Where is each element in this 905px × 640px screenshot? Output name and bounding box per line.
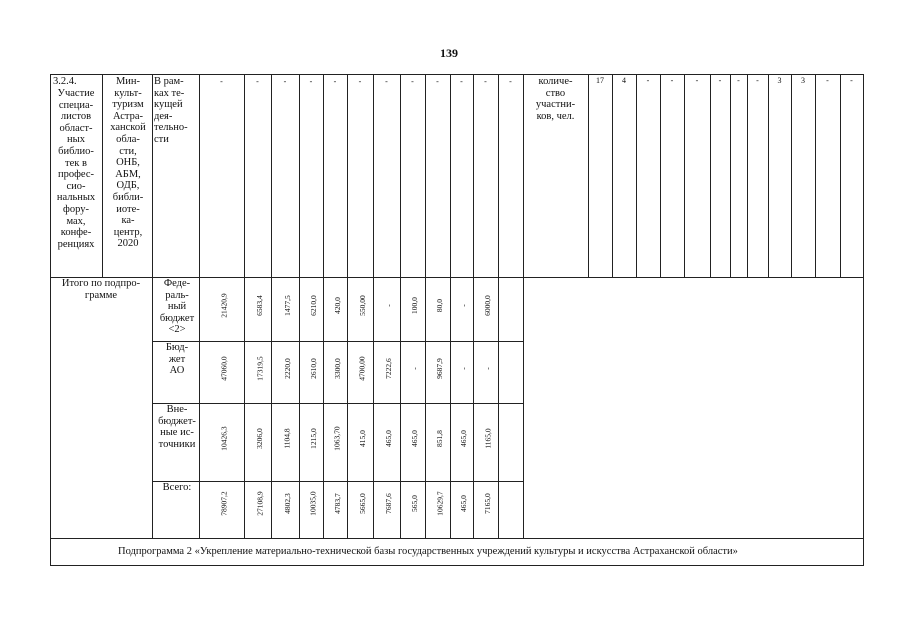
total-value-cell: 100,0 (409, 296, 419, 314)
activity-source-line: тельно- (154, 122, 188, 134)
col-rule (450, 74, 451, 277)
activity-source-line: В рам- (154, 76, 184, 87)
page-number: 139 (440, 46, 458, 60)
total-value-cell: 851,8 (434, 429, 444, 447)
row-rule-bottom (50, 565, 864, 566)
indicator-label-line: ство (545, 87, 566, 99)
total-value-cell: 5665,0 (357, 492, 367, 514)
total-value-cell: 465,0 (383, 429, 393, 447)
activity-executor-line: центр, (113, 226, 143, 238)
activity-executor-line: библи- (112, 191, 144, 203)
row-rule (152, 481, 524, 482)
indicator-cell: 3 (801, 76, 805, 85)
total-row-label-line: Всего: (162, 482, 192, 493)
total-value-cell: - (458, 366, 468, 370)
activity-name-line: фору- (63, 203, 89, 215)
total-value-cell: 1477,5 (282, 294, 292, 316)
col-rule (323, 74, 324, 277)
total-value-cell: 27108,9 (255, 490, 265, 516)
total-value-cell: 465,0 (458, 494, 468, 512)
finance-cell: - (385, 77, 388, 86)
total-value-cell: 1165,0 (483, 427, 493, 449)
finance-cell: - (436, 77, 439, 86)
row-rule (152, 341, 524, 342)
total-row-label-line: АО (169, 365, 185, 377)
indicator-label-line: количе- (538, 76, 573, 87)
indicator-label (523, 76, 588, 122)
total-value-cell: 21420,9 (219, 292, 229, 318)
total-value-cell: 6583,4 (254, 294, 264, 316)
activity-name-line: ных (67, 134, 85, 146)
total-row-label-line: <2> (168, 324, 186, 336)
activity-name-line: тек в (65, 157, 87, 169)
total-row-label-line: Бюд- (165, 342, 189, 353)
total-value-cell: 7165,0 (482, 492, 492, 514)
col-rule (450, 277, 451, 538)
col-rule (244, 277, 245, 538)
total-value-cell: 6000,0 (482, 294, 492, 316)
finance-cell: - (283, 77, 287, 86)
activity-source-line: сти (154, 133, 169, 145)
activity-code-line: 3.2.4. (53, 76, 77, 87)
activity-name-line: библио- (58, 145, 94, 157)
indicator-cell: - (670, 76, 674, 85)
total-value-cell: 3206,0 (254, 427, 264, 449)
indicator-cell: 3 (777, 76, 782, 85)
activity-executor-line: ОНБ, (116, 157, 140, 169)
total-row-label-line: жет (168, 353, 186, 365)
col-rule (768, 74, 769, 277)
total-value-cell: 7222,6 (383, 357, 393, 379)
col-rule (473, 277, 474, 538)
total-value-cell: 465,0 (409, 429, 419, 447)
total-value-cell: 78907,2 (219, 490, 229, 516)
finance-cell: - (484, 77, 487, 86)
total-row-label-line: Вне- (166, 404, 188, 415)
activity-executor-line: обла- (116, 133, 140, 145)
col-rule (400, 277, 401, 538)
col-rule (323, 277, 324, 538)
finance-cell: - (220, 77, 223, 86)
indicator-cell: - (756, 76, 759, 85)
total-value-cell: - (409, 366, 419, 370)
finance-cell: - (411, 77, 414, 86)
col-rule (636, 74, 637, 277)
col-rule (50, 277, 51, 565)
total-value-cell: 10035,0 (308, 490, 318, 516)
activity-source-line: кущей (154, 99, 183, 111)
col-rule (523, 277, 524, 538)
col-rule (271, 74, 272, 277)
total-row-label (154, 482, 200, 494)
activity-name (51, 88, 101, 250)
indicator-label-line: участни- (535, 99, 576, 111)
total-value-cell: 47060,0 (219, 355, 229, 381)
activity-name-line: мах, (66, 215, 86, 227)
total-value-cell: 9687,9 (434, 357, 444, 379)
col-rule (347, 74, 348, 277)
activity-name-line: ренциях (57, 238, 95, 250)
total-label (52, 278, 150, 301)
finance-cell: - (309, 77, 313, 86)
activity-executor-line: ка- (121, 215, 135, 227)
activity-name-line: профес- (57, 169, 94, 181)
activity-source (154, 76, 200, 146)
total-value-cell: 465,0 (458, 429, 468, 447)
finance-cell: - (333, 77, 337, 86)
indicator-cell: - (718, 76, 722, 85)
col-rule (791, 74, 792, 277)
total-value-cell: - (383, 303, 393, 307)
activity-name-line: сио- (66, 180, 86, 192)
activity-executor-line: ханской (110, 122, 146, 134)
total-row-label (154, 278, 200, 336)
total-value-cell: 565,0 (409, 494, 419, 512)
col-rule (498, 277, 499, 538)
total-row-label-line: бюджет- (158, 415, 196, 427)
col-rule (747, 74, 748, 277)
finance-cell: - (256, 77, 259, 86)
total-row-label-line: раль- (165, 289, 189, 301)
total-row-label-line: бюджет (159, 312, 195, 324)
col-rule (244, 74, 245, 277)
total-value-cell: 4700,00 (357, 355, 367, 381)
activity-executor (103, 76, 153, 250)
activity-name-line: конфе- (60, 227, 92, 239)
col-rule (271, 277, 272, 538)
total-value-cell: 3300,0 (332, 357, 342, 379)
total-value-cell: 17319,5 (255, 355, 265, 381)
col-rule (660, 74, 661, 277)
total-value-cell: 7687,6 (383, 492, 393, 514)
finance-cell: - (460, 77, 463, 86)
total-value-cell: 6210,0 (308, 294, 318, 316)
col-rule (815, 74, 816, 277)
total-value-cell: 1215,0 (308, 427, 318, 449)
indicator-cell: - (737, 76, 740, 85)
activity-executor-line: туризм (112, 99, 144, 111)
total-value-cell: 10629,7 (435, 490, 445, 516)
finance-cell: - (509, 77, 512, 86)
total-value-cell: 4783,7 (332, 492, 342, 514)
total-row-label (154, 404, 200, 450)
row-rule (152, 403, 524, 404)
indicator-cell: - (646, 76, 650, 85)
col-rule (498, 74, 499, 277)
activity-code (53, 76, 101, 88)
col-rule (588, 74, 589, 277)
total-value-cell: 420,0 (332, 296, 342, 314)
col-rule (299, 277, 300, 538)
indicator-cell: 17 (596, 76, 604, 85)
col-rule (373, 277, 374, 538)
activity-executor-line: ОДБ, (116, 180, 140, 192)
subprogram-title: Подпрограмма 2 «Укрепление материально-технической базы государственных учреждений культуры и искусства Астраханской области» (118, 546, 738, 557)
col-rule (152, 277, 153, 538)
activity-executor-line: культ- (114, 87, 142, 99)
activity-name-line: област- (59, 122, 93, 134)
total-label-line: Итого по подпро- (61, 278, 141, 289)
activity-name-line: специа- (58, 99, 94, 111)
activity-name-line: листов (60, 111, 92, 123)
col-rule (473, 74, 474, 277)
activity-source-line: ках те- (154, 87, 185, 99)
activity-executor-line: сти, (119, 145, 137, 157)
col-rule (863, 74, 864, 277)
total-value-cell: 80,0 (435, 298, 445, 312)
indicator-cell: - (826, 76, 829, 85)
col-rule (612, 74, 613, 277)
activity-executor-line: иоте- (116, 203, 140, 215)
total-value-cell: 415,0 (357, 429, 367, 447)
indicator-cell: - (695, 76, 699, 85)
total-row-label-line: точники (158, 438, 196, 450)
total-row-label-line: Феде- (163, 278, 191, 289)
activity-executor-line: Астра- (112, 110, 144, 122)
col-rule (425, 74, 426, 277)
total-value-cell: 1104,8 (282, 427, 292, 449)
activity-name-line: Участие (57, 88, 95, 99)
total-value-cell: 2610,0 (308, 357, 318, 379)
col-rule (730, 74, 731, 277)
indicator-cell: - (850, 76, 853, 85)
total-label-line: грамме (84, 289, 118, 301)
col-rule (710, 74, 711, 277)
total-row-label (154, 342, 200, 377)
col-rule (425, 277, 426, 538)
activity-executor-line: Мин- (115, 76, 141, 87)
col-rule (347, 277, 348, 538)
total-row-label-line: ные ис- (160, 427, 194, 439)
activity-executor-line: АБМ, (115, 168, 141, 180)
total-value-cell: 4802,3 (282, 492, 292, 514)
total-value-cell: 1063,70 (332, 425, 342, 451)
col-rule (684, 74, 685, 277)
finance-cell: - (358, 77, 362, 86)
col-rule (863, 277, 864, 565)
col-rule (299, 74, 300, 277)
indicator-cell: 4 (622, 76, 626, 85)
total-value-cell: - (482, 366, 492, 370)
col-rule (400, 74, 401, 277)
row-rule (50, 538, 864, 539)
total-value-cell: 2220,0 (282, 357, 292, 379)
activity-source-line: дея- (154, 110, 173, 122)
total-value-cell: 10426,3 (219, 425, 229, 451)
col-rule (840, 74, 841, 277)
total-value-cell: 550,00 (357, 294, 367, 316)
total-value-cell: - (458, 303, 468, 307)
indicator-label-line: ков, чел. (536, 110, 575, 122)
activity-name-line: нальных (56, 192, 96, 204)
total-row-label-line: ный (167, 301, 187, 313)
col-rule (373, 74, 374, 277)
activity-executor-line: 2020 (117, 238, 139, 250)
